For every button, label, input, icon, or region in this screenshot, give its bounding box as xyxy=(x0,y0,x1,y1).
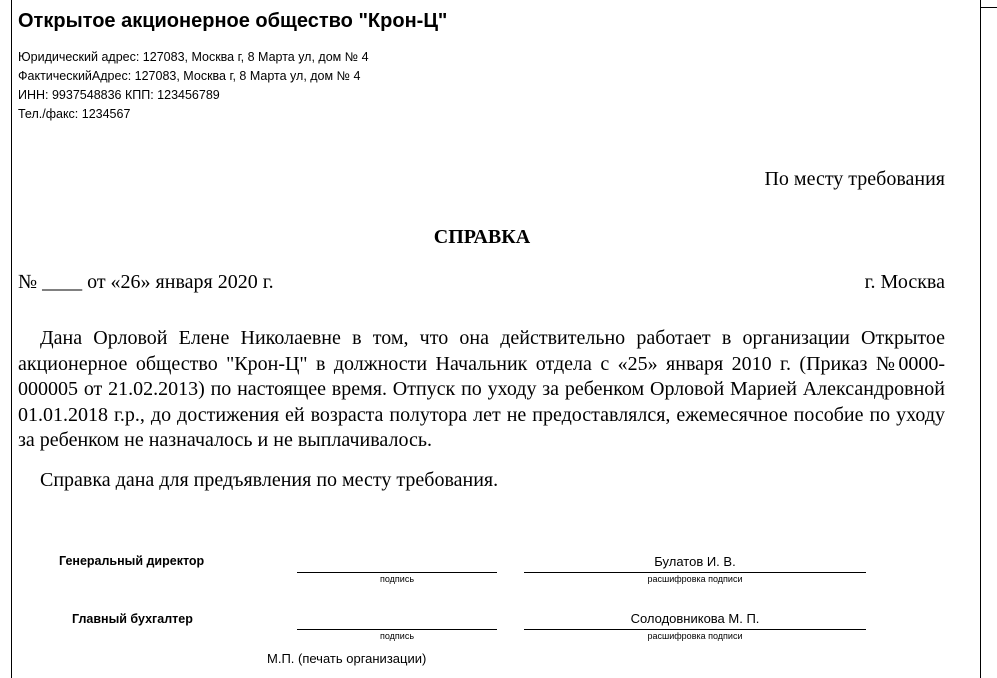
decode-line-director xyxy=(524,572,866,573)
certificate-body: Дана Орловой Елене Николаевне в том, что она действительно работает в организации Открытое акционерное общество "Крон-Ц" в должности Начальник отдела с «25» января 2010 г. (Приказ №0000-000005 от 21.02.2013) по настоящее время. Отпуск по уходу за ребенком Орловой Марией Александровной 01.01.2018 г.р., до достижения ей возраста полутора лет не предоставлялся, ежемесячное пособие по уходу за ребенком не назначалось и не выплачивалось. xyxy=(18,327,945,452)
page-border-right xyxy=(980,0,981,678)
document-number-date: № ____ от «26» января 2020 г. xyxy=(18,271,274,293)
stamp-note: М.П. (печать организации) xyxy=(267,651,427,666)
signature-name-accountant: Солодовникова М. П. xyxy=(630,611,760,626)
signature-name-director: Булатов И. В. xyxy=(654,554,736,569)
closing-text: Справка дана для предъявления по месту требования. xyxy=(40,469,499,491)
signature-role-director: Генеральный директор xyxy=(59,554,205,568)
legal-address: Юридический адрес: 127083, Москва г, 8 Марта ул, дом № 4 xyxy=(18,50,369,64)
signature-role-accountant: Главный бухгалтер xyxy=(72,612,193,626)
page-border-left xyxy=(11,0,12,678)
signature-line-director xyxy=(297,572,497,573)
org-name: Открытое акционерное общество "Крон-Ц" xyxy=(18,10,448,32)
signature-caption-director: подпись xyxy=(379,574,415,584)
signature-line-accountant xyxy=(297,629,497,630)
document-city: г. Москва xyxy=(864,271,945,293)
recipient: По месту требования xyxy=(764,168,945,190)
actual-address: ФактическийАдрес: 127083, Москва г, 8 Марта ул, дом № 4 xyxy=(18,69,361,83)
page-border-top-right xyxy=(980,7,997,8)
document-title: СПРАВКА xyxy=(433,226,531,248)
inn-kpp: ИНН: 9937548836 КПП: 123456789 xyxy=(18,88,220,102)
phone-fax: Тел./факс: 1234567 xyxy=(18,107,131,121)
decode-line-accountant xyxy=(524,629,866,630)
decode-caption-director: расшифровка подписи xyxy=(647,574,743,584)
decode-caption-accountant: расшифровка подписи xyxy=(647,631,743,641)
signature-caption-accountant: подпись xyxy=(379,631,415,641)
